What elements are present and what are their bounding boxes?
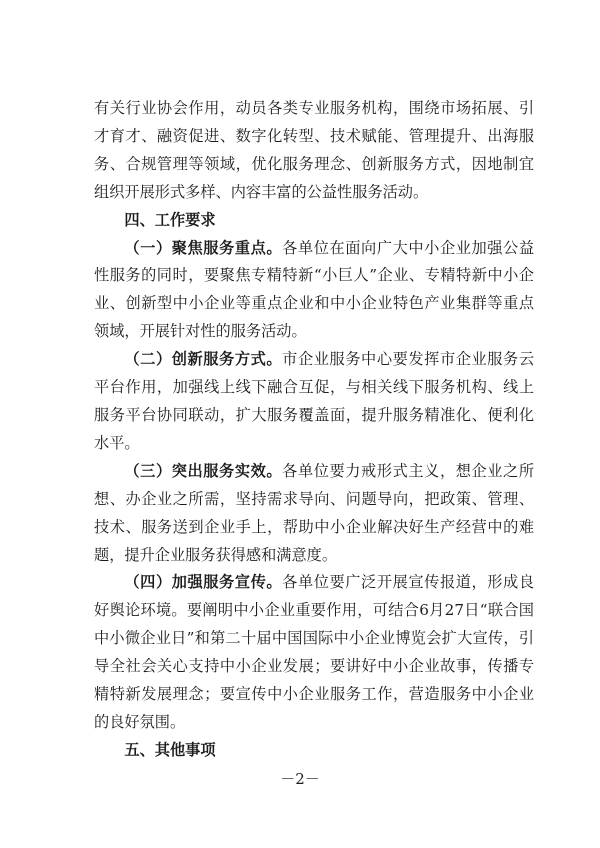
requirement-item-4 <box>94 569 534 736</box>
requirement-item-3-title: （三）突出服务实效。 <box>124 461 283 480</box>
intro-paragraph: 有关行业协会作用，动员各类专业服务机构，围绕市场拓展、引才育才、融资促进、数字化转型、技术赋能、管理提升、出海服务、合规管理等领域，优化服务理念、创新服务方式，因地制宜组织开展形式多样、内容丰富的公益性服务活动。 <box>94 99 534 201</box>
section-heading-other-matters: 五、其他事项 <box>124 740 216 759</box>
requirement-item-1-text: 各单位在面向广大中小企业加强公益性服务的同时，要聚焦专精特新“小巨人”企业、专精特新中小企业、创新型中小企业等重点企业和中小企业特色产业集群等重点领域，开展针对性的服务活动。 <box>94 238 535 341</box>
requirement-item-2 <box>94 346 534 458</box>
requirement-item-1-title: （一）聚焦服务重点。 <box>124 238 283 257</box>
requirement-item-4-title: （四）加强服务宣传。 <box>124 573 283 592</box>
document-body <box>94 95 534 765</box>
requirement-item-1 <box>94 235 534 347</box>
requirement-item-4-text: 各单位要广泛开展宣传报道，形成良好舆论环境。要阐明中小企业重要作用，可结合6月27日“联合国中小微企业日”和第二十届中国国际中小企业博览会扩大宣传，引导全社会关心支持中小企业发展；要讲好中小企业故事，传播专精特新发展理念；要宣传中小企业服务工作，营造服务中小企业的良好氛围。 <box>94 573 535 731</box>
page-number: －2－ <box>280 770 320 788</box>
requirement-item-3 <box>94 458 534 570</box>
section-heading-work-requirements: 四、工作要求 <box>124 210 216 229</box>
requirement-item-2-title: （二）创新服务方式。 <box>124 350 283 369</box>
requirement-item-3-text: 各单位要力戒形式主义，想企业之所想、办企业之所需，坚持需求导向、问题导向，把政策、管理、技术、服务送到企业手上，帮助中小企业解决好生产经营中的难题，提升企业服务获得感和满意度。 <box>94 461 535 564</box>
requirement-item-2-text: 市企业服务中心要发挥市企业服务云平台作用，加强线上线下融合互促，与相关线下服务机构、线上服务平台协同联动，扩大服务覆盖面，提升服务精准化、便利化水平。 <box>94 350 535 452</box>
